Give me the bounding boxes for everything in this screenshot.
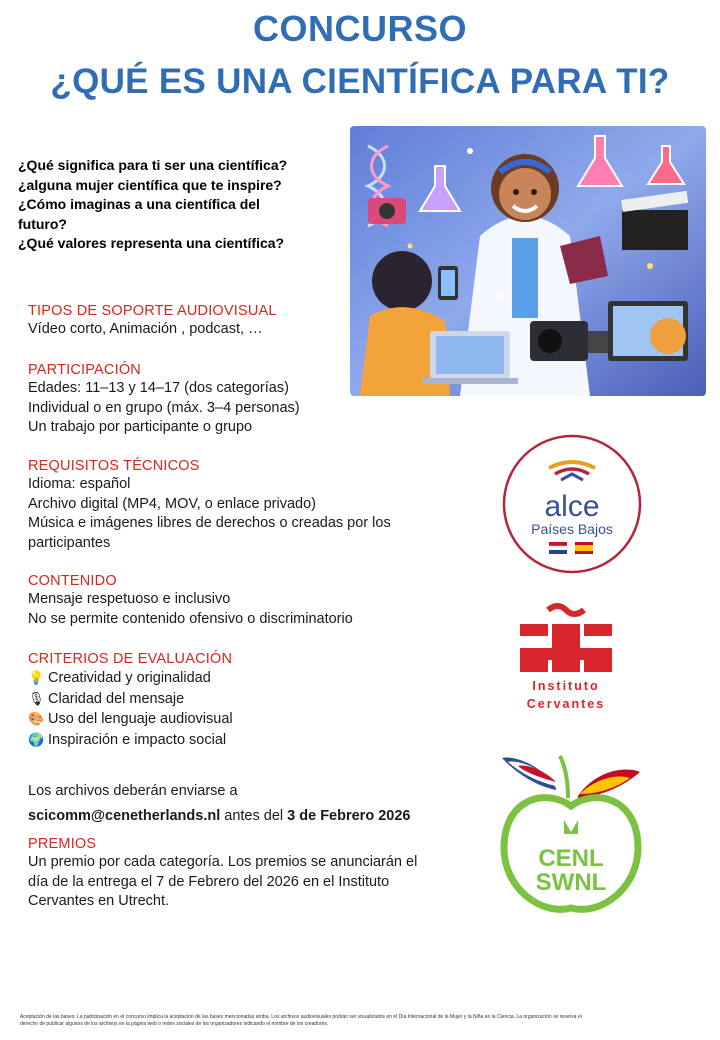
cervantes-logo-subtext: Cervantes <box>526 697 606 711</box>
fine-print <box>20 1014 700 1028</box>
section-line: Edades: 11–13 y 14–17 (dos categorías) <box>28 380 289 396</box>
section-premios <box>28 836 468 912</box>
criterion-item <box>28 709 478 730</box>
question: futuro? <box>18 215 67 232</box>
section-soporte <box>28 303 478 340</box>
deadline-date: 3 de Febrero 2026 <box>287 807 411 824</box>
section-contenido <box>28 573 478 629</box>
criterion-item <box>28 730 478 751</box>
email-link[interactable]: scicomm@cenetherlands.nl <box>28 807 221 824</box>
envio-middle: antes del <box>220 807 288 824</box>
section-line: Un trabajo por participante o grupo <box>28 419 253 435</box>
fine-print-line: derecho de publicar algunos de los archivos en la página web o redes sociales de los organizadores indicando el nombre de los creadores. <box>20 1021 329 1027</box>
title-line-1: CONCURSO <box>252 8 467 49</box>
question: ¿alguna mujer científica que te inspire? <box>18 176 282 193</box>
criterion-label: Inspiración e impacto social <box>48 731 227 748</box>
section-line: participantes <box>28 534 111 551</box>
alce-logo <box>497 434 647 574</box>
section-requisitos <box>28 458 478 553</box>
criterion-label: Uso del lenguaje audiovisual <box>48 711 233 727</box>
section-line: Mensaje respetuoso e inclusivo <box>28 591 231 607</box>
section-line: Vídeo corto, Animación , podcast, … <box>28 321 263 337</box>
question: ¿Cómo imaginas a una científica del <box>18 196 260 212</box>
fine-print-line: Aceptación de las bases: La participación en el concurso implica la aceptación de las bases mencionadas arriba. Los archivos audiovisuales podrán ser visualizados en el Día Internacional de la Mujer y la Niña en la Ciencia. La organización se reserva el <box>20 1014 582 1020</box>
criterion-label: Creatividad y originalidad <box>48 670 211 686</box>
section-heading: PREMIOS <box>28 836 97 852</box>
swnl-logo-text: SWNL <box>535 869 607 896</box>
envio-line: Los archivos deberán enviarse a <box>28 783 238 799</box>
section-line: Individual o en grupo (máx. 3–4 personas) <box>28 399 300 416</box>
section-heading: PARTICIPACIÓN <box>28 362 141 378</box>
section-heading: CRITERIOS DE EVALUACIÓN <box>28 651 233 667</box>
section-line: Un premio por cada categoría. Los premios se anunciarán el <box>28 854 418 870</box>
section-heading: TIPOS DE SOPORTE AUDIOVISUAL <box>28 303 277 319</box>
section-heading: REQUISITOS TÉCNICOS <box>28 458 200 474</box>
section-line: Música e imágenes libres de derechos o creadas por los <box>28 515 391 531</box>
section-line: Archivo digital (MP4, MOV, o enlace privado) <box>28 495 316 512</box>
cervantes-logo-text: Instituto <box>532 679 600 693</box>
lightbulb-icon: 💡 <box>28 670 45 685</box>
alce-logo-text: alce <box>544 490 600 523</box>
section-line: día de la entrega el 7 de Febrero del 2026 en el Instituto <box>28 873 390 890</box>
palette-icon: 🎨 <box>28 711 45 726</box>
criterion-label: Claridad del mensaje <box>48 690 185 707</box>
section-line: Idioma: español <box>28 476 131 492</box>
section-participacion <box>28 362 478 438</box>
question: ¿Qué valores representa una científica? <box>18 235 285 251</box>
criterion-item <box>28 689 478 710</box>
section-criterios <box>28 651 478 750</box>
envio-detail <box>28 807 478 827</box>
instituto-cervantes-logo <box>510 602 622 714</box>
intro-questions <box>18 156 348 254</box>
section-heading: CONTENIDO <box>28 573 117 589</box>
section-line: Cervantes en Utrecht. <box>28 893 170 909</box>
section-envio <box>28 782 478 826</box>
question: ¿Qué significa para ti ser una científica? <box>18 157 288 173</box>
alce-logo-subtext: Países Bajos <box>531 521 613 537</box>
cenl-swnl-logo <box>496 748 646 918</box>
globe-icon: 🌍 <box>28 731 45 747</box>
criterion-item <box>28 668 478 689</box>
section-line: No se permite contenido ofensivo o discriminatorio <box>28 610 353 627</box>
title-line-2: ¿QUÉ ES UNA CIENTÍFICA PARA TI? <box>50 62 670 101</box>
cenl-logo-text: CENL <box>538 845 604 872</box>
hero-illustration <box>350 126 706 396</box>
microphone-icon: 🎙 <box>28 690 45 706</box>
